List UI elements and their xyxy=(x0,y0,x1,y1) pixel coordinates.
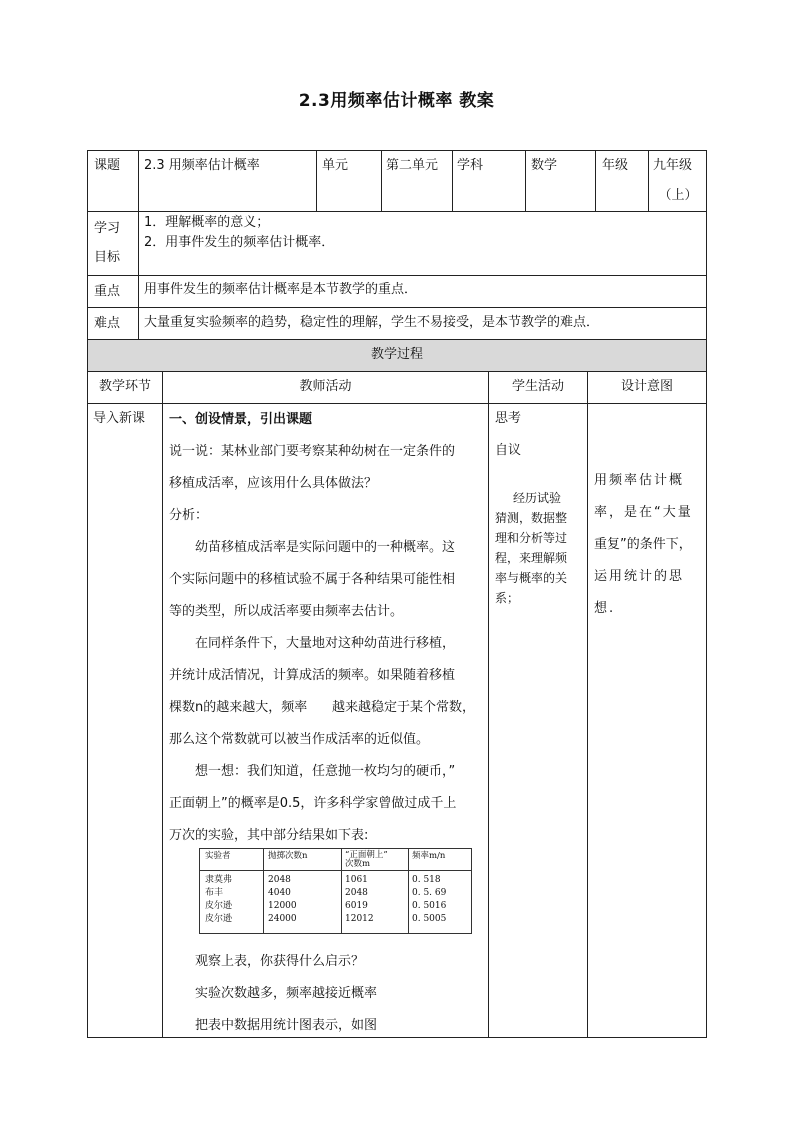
key-point-label: 重点 xyxy=(94,284,121,299)
coin-header: “正面朝上” xyxy=(345,850,388,860)
col-teacher: 教师活动 xyxy=(299,379,352,394)
teacher-line: 个实际问题中的移植试验不属于各种结果可能性相 xyxy=(169,572,456,587)
intent-line: 重复”的条件下， xyxy=(594,537,692,552)
coin-header: 实验者 xyxy=(205,851,231,861)
page-title: 2.3用频率估计概率 教案 xyxy=(298,91,495,111)
unit-label: 单元 xyxy=(322,158,349,173)
grade-value: 九年级 xyxy=(653,158,693,173)
grade-label: 年级 xyxy=(602,158,629,173)
teacher-line: 分析： xyxy=(169,508,209,523)
coin-name: 皮尔逊 xyxy=(205,914,233,924)
goals-label: 学习 xyxy=(94,221,121,236)
student-line: 猜测，数据整 xyxy=(495,511,568,525)
coin-freq: 0. 5016 xyxy=(412,901,447,911)
student-discuss: 自议 xyxy=(495,443,522,458)
student-line: 系； xyxy=(495,591,520,605)
intent-line: 想. xyxy=(594,601,616,616)
intent-line: 运用统计的思 xyxy=(594,569,685,584)
lesson-value: 2.3 用频率估计概率 xyxy=(144,158,260,173)
teacher-line: 幼苗移植成活率是实际问题中的一种概率。这 xyxy=(195,540,456,555)
teacher-line: 想一想：我们知道，任意抛一枚均匀的硬币，” xyxy=(195,764,456,779)
difficulty-text: 大量重复实验频率的趋势，稳定性的理解，学生不易接受，是本节教学的难点． xyxy=(144,315,600,330)
col-stage: 教学环节 xyxy=(98,379,151,394)
coin-n: 12000 xyxy=(268,901,297,911)
subject-value: 数学 xyxy=(531,158,558,173)
coin-name: 布丰 xyxy=(205,888,224,898)
coin-n: 4040 xyxy=(268,888,291,898)
coin-m: 2048 xyxy=(345,888,368,898)
student-think: 思考 xyxy=(495,411,522,426)
teacher-line: 说一说：某林业部门要考察某种幼树在一定条件的 xyxy=(169,444,456,459)
coin-name: 隶莫弗 xyxy=(205,875,233,885)
coin-freq: 0. 518 xyxy=(412,875,441,885)
intent-line: 率，是在“大量 xyxy=(594,505,693,520)
coin-freq: 0. 5. 69 xyxy=(412,888,447,898)
coin-n: 24000 xyxy=(268,914,297,924)
coin-m: 6019 xyxy=(345,901,368,911)
grade-value-term: （上） xyxy=(658,188,698,203)
student-line: 理和分析等过 xyxy=(495,531,568,545)
coin-header: 抛掷次数n xyxy=(268,851,308,861)
coin-toss-table-image xyxy=(199,848,472,934)
coin-freq: 0. 5005 xyxy=(412,914,447,924)
teacher-line: 观察上表，你获得什么启示？ xyxy=(195,954,365,969)
process-section-title: 教学过程 xyxy=(370,347,423,362)
teacher-line: 实验次数越多，频率越接近概率 xyxy=(195,986,378,1001)
teacher-line: 把表中数据用统计图表示，如图 xyxy=(195,1018,378,1033)
teacher-line: 棵数n的越来越大，频率 越来越稳定于某个常数， xyxy=(169,700,476,715)
coin-n: 2048 xyxy=(268,875,291,885)
student-line: 经历试验 xyxy=(513,491,562,505)
col-student: 学生活动 xyxy=(511,379,564,394)
unit-value: 第二单元 xyxy=(386,158,439,173)
teacher-line: 那么这个常数就可以被当作成活率的近似值。 xyxy=(169,732,430,747)
student-line: 程，来理解频 xyxy=(495,551,568,565)
lesson-label: 课题 xyxy=(94,158,121,173)
design-intent xyxy=(594,465,704,625)
teacher-line: 万次的实验，其中部分结果如下表: xyxy=(169,828,369,843)
teacher-line: 并统计成活情况，计算成活的频率。如果随着移植 xyxy=(169,668,456,683)
coin-name: 皮尔逊 xyxy=(205,901,233,911)
intent-line: 用频率估计概 xyxy=(594,473,685,488)
teacher-line: 等的类型，所以成活率要由频率去估计。 xyxy=(169,604,404,619)
stage-intro: 导入新课 xyxy=(93,411,146,426)
intro-heading: 一、创设情景，引出课题 xyxy=(169,412,313,427)
teacher-line: 在同样条件下，大量地对这种幼苗进行移植， xyxy=(195,636,456,651)
goal-item: 2．用事件发生的频率估计概率． xyxy=(144,235,335,250)
goal-item: 1．理解概率的意义； xyxy=(144,215,270,230)
key-point-text: 用事件发生的频率估计概率是本节教学的重点． xyxy=(144,282,418,297)
difficulty-label: 难点 xyxy=(94,316,121,331)
coin-m: 12012 xyxy=(345,914,374,924)
after-table xyxy=(169,946,485,1042)
coin-header: 频率m/n xyxy=(412,851,446,861)
student-line: 率与概率的关 xyxy=(495,571,568,585)
col-intent: 设计意图 xyxy=(620,379,673,394)
teacher-line: 正面朝上”的概率是0.5，许多科学家曾做过成千上 xyxy=(169,796,457,811)
subject-label: 学科 xyxy=(457,158,484,173)
coin-header: 次数m xyxy=(345,859,371,869)
student-detail xyxy=(495,488,585,608)
coin-m: 1061 xyxy=(345,875,368,885)
teacher-activity xyxy=(169,404,485,852)
teacher-line: 移植成活率，应该用什么具体做法？ xyxy=(169,476,378,491)
goals-label-2: 目标 xyxy=(94,250,121,265)
